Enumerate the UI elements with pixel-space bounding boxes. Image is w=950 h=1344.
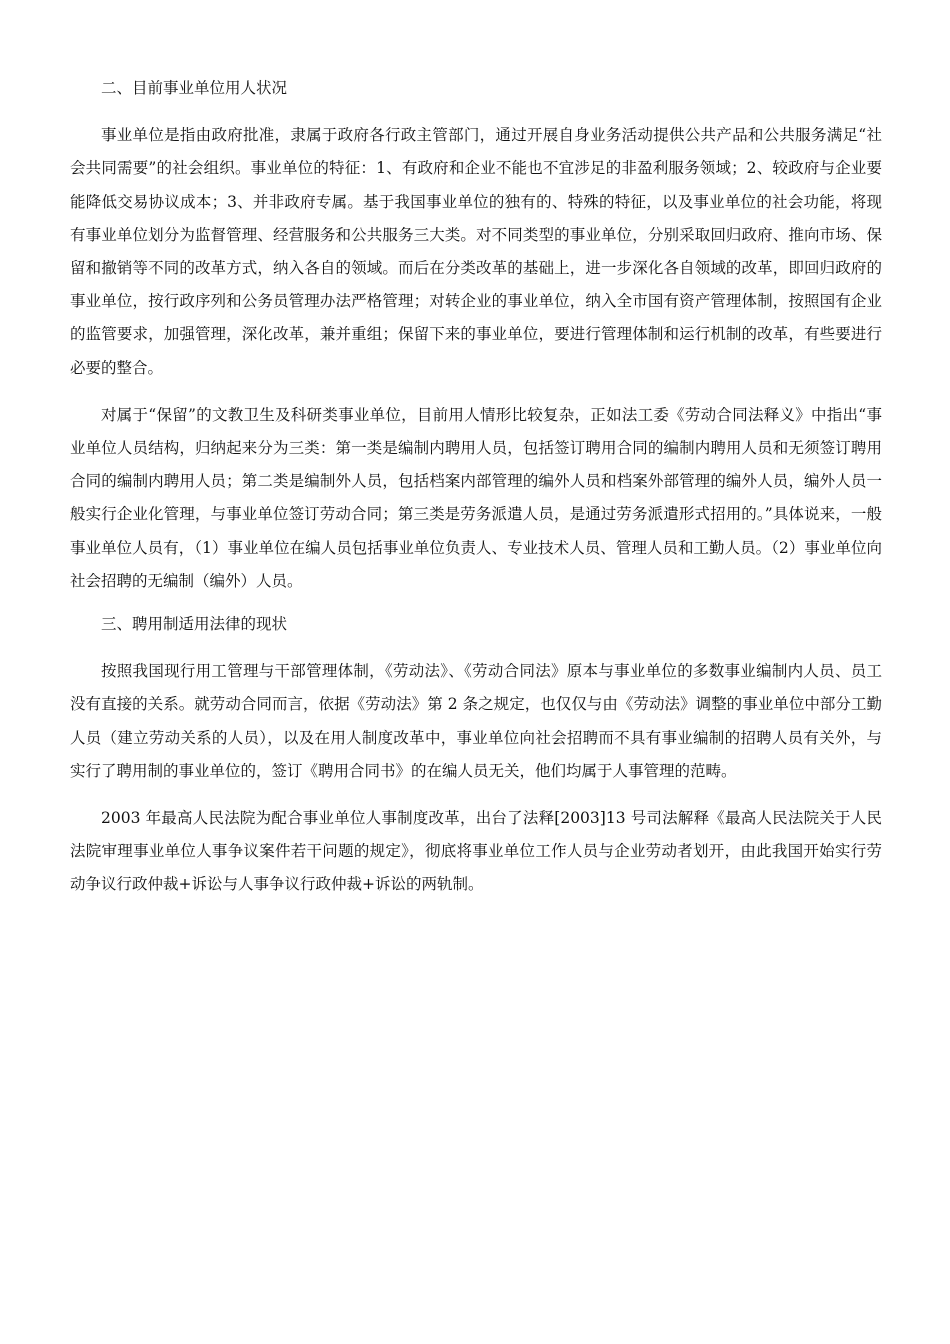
document-body (70, 72, 882, 916)
section-heading-applicable-law: 三、聘用制适用法律的现状 (101, 615, 288, 634)
paragraph-staff-structure: 对属于“保留”的文教卫生及科研类事业单位，目前用人情形比较复杂，正如法工委《劳动合同法释义》中指出“事业单位人员结构，归纳起来分为三类：第一类是编制内聘用人员，包括签订聘用合同的编制内聘用人员和无须签订聘用合同的编制内聘用人员；第二类是编制外人员，包括档案内部管理的编外人员和档案外部管理的编外人员，编外人员一般实行企业化管理，与事业单位签订劳动合同；第三类是劳务派遣人员，是通过劳务派遣形式招用的。”具体说来，一般事业单位人员有，（1）事业单位在编人员包括事业单位负责人、专业技术人员、管理人员和工勤人员。（2）事业单位向社会招聘的无编制（编外）人员。 (70, 405, 882, 590)
paragraph-public-institution-definition: 事业单位是指由政府批准，隶属于政府各行政主管部门，通过开展自身业务活动提供公共产品和公共服务满足“社会共同需要”的社会组织。事业单位的特征：1、有政府和企业不能也不宜涉足的非盈利服务领域；2、较政府与企业要能降低交易协议成本；3、并非政府专属。基于我国事业单位的独有的、特殊的特征，以及事业单位的社会功能，将现有事业单位划分为监督管理、经营服务和公共服务三大类。对不同类型的事业单位，分别采取回归政府、推向市场、保留和撤销等不同的改革方式，纳入各自的领域。而后在分类改革的基础上，进一步深化各自领域的改革，即回归政府的事业单位，按行政序列和公务员管理办法严格管理；对转企业的事业单位，纳入全市国有资产管理体制，按照国有企业的监管要求，加强管理，深化改革，兼并重组；保留下来的事业单位，要进行管理体制和运行机制的改革，有些要进行必要的整合。 (70, 126, 882, 377)
paragraph-labor-law-relation: 按照我国现行用工管理与干部管理体制，《劳动法》、《劳动合同法》原本与事业单位的多数事业编制内人员、员工没有直接的关系。就劳动合同而言，依据《劳动法》第 2 条之规定，也仅仅与由《劳动法》调整的事业单位中部分工勤人员（建立劳动关系的人员），以及在用人制度改革中，事业单位向社会招聘而不具有事业编制的招聘人员有关外，与实行了聘用制的事业单位的，签订《聘用合同书》的在编人员无关，他们均属于人事管理的范畴。 (70, 662, 882, 780)
section-heading-current-staffing: 二、目前事业单位用人状况 (101, 79, 288, 97)
paragraph-judicial-interpretation: 2003 年最高人民法院为配合事业单位人事制度改革，出台了法释[2003]13 号司法解释《最高人民法院关于人民法院审理事业单位人事争议案件若干问题的规定》，彻底将事业单位工作人员与企业劳动者划开，由此我国开始实行劳动争议行政仲裁+诉讼与人事争议行政仲裁+诉讼的两轨制。 (70, 809, 882, 894)
